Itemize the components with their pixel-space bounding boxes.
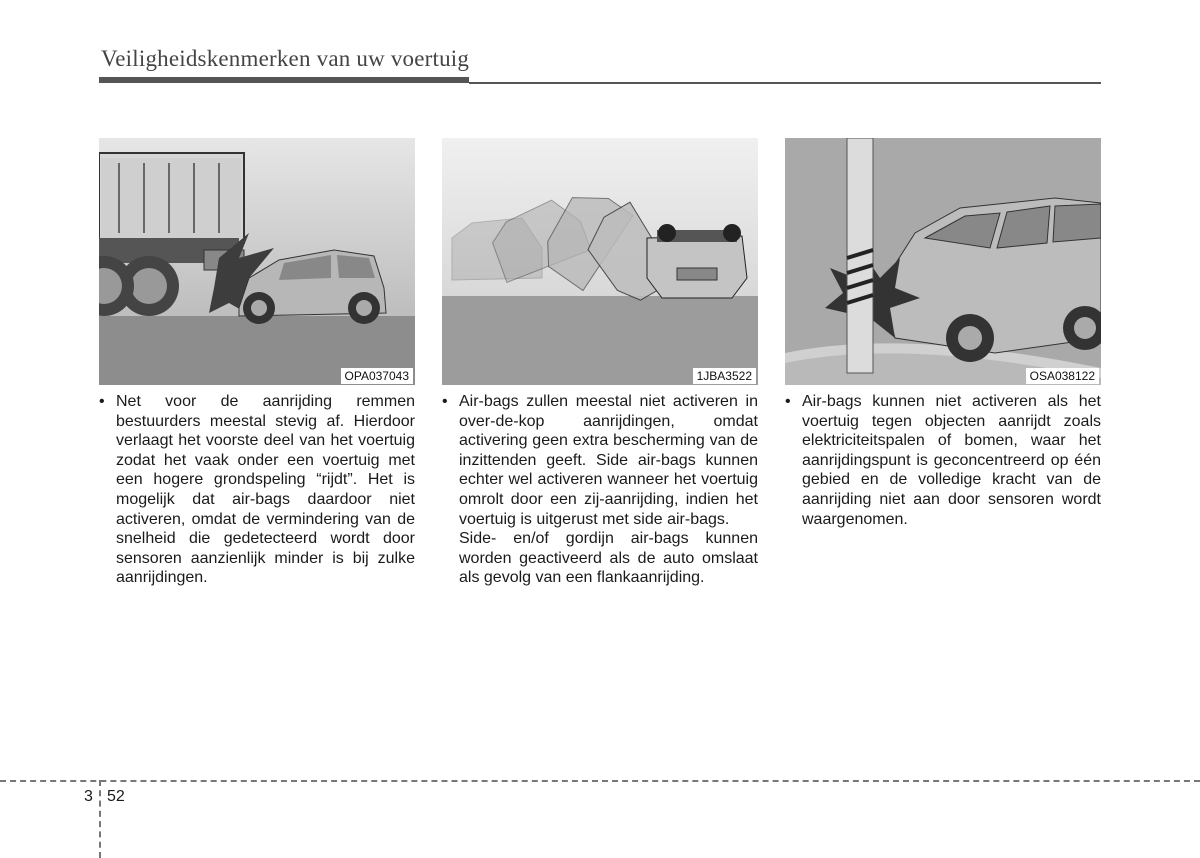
illustration-rollover xyxy=(442,138,758,385)
illustration-underride-collision xyxy=(99,138,415,385)
list-item xyxy=(99,392,415,588)
list-item xyxy=(442,392,758,529)
footer-dashed-rule xyxy=(0,780,1200,782)
bullet-point: • xyxy=(785,393,791,410)
paragraph-text: Air-bags zullen meestal niet activeren in over-de-kop aanrijdingen, omdat activering geen extra bescherming van de inzittenden geeft. Side air-bags kunnen echter wel activeren wanneer het voertuig omrolt door een zij-aanrijding, indien het voertuig is uitgerust met side air-bags. xyxy=(459,393,758,528)
figure-code: OPA037043 xyxy=(341,368,414,384)
bullet-point: • xyxy=(442,393,448,410)
figure-code: OSA038122 xyxy=(1026,368,1099,384)
chapter-number: 3 xyxy=(84,788,93,805)
list-item xyxy=(785,392,1101,529)
paragraph-text: Air-bags kunnen niet activeren als het voertuig tegen objecten aanrijdt zoals elektriciteitspalen of bomen, waar het aanrijdingspunt is geconcentreerd op één gebied en de volledige kracht van de aanrijding niet aan door sensoren wordt waargenomen. xyxy=(802,393,1101,528)
header-rule-thick xyxy=(99,77,469,83)
text-column-1 xyxy=(99,392,415,588)
paragraph-text-extra: Side- en/of gordijn air-bags kunnen worden geactiveerd als de auto omslaat als gevolg van een flankaanrijding. xyxy=(459,530,758,587)
text-column-2 xyxy=(442,392,758,588)
bullet-point: • xyxy=(99,393,105,410)
illustration-pole-impact xyxy=(785,138,1101,385)
paragraph-text: Net voor de aanrijding remmen bestuurders meestal stevig af. Hierdoor verlaagt het voorste deel van het voertuig zodat het vaak onder een voertuig met een hogere grondspeling “rijdt”. Het is mogelijk dat air-bags daardoor niet activeren, omdat de vermindering van de snelheid die gedetecteerd wordt door sensoren aanzienlijk minder is bij zulke aanrijdingen. xyxy=(116,393,415,587)
footer-vertical-rule xyxy=(99,780,101,858)
page-header-title: Veiligheidskenmerken van uw voertuig xyxy=(101,46,470,71)
text-column-3 xyxy=(785,392,1101,529)
page-number: 52 xyxy=(107,788,125,805)
figure-code: 1JBA3522 xyxy=(693,368,756,384)
header-rule-thin xyxy=(469,82,1101,84)
